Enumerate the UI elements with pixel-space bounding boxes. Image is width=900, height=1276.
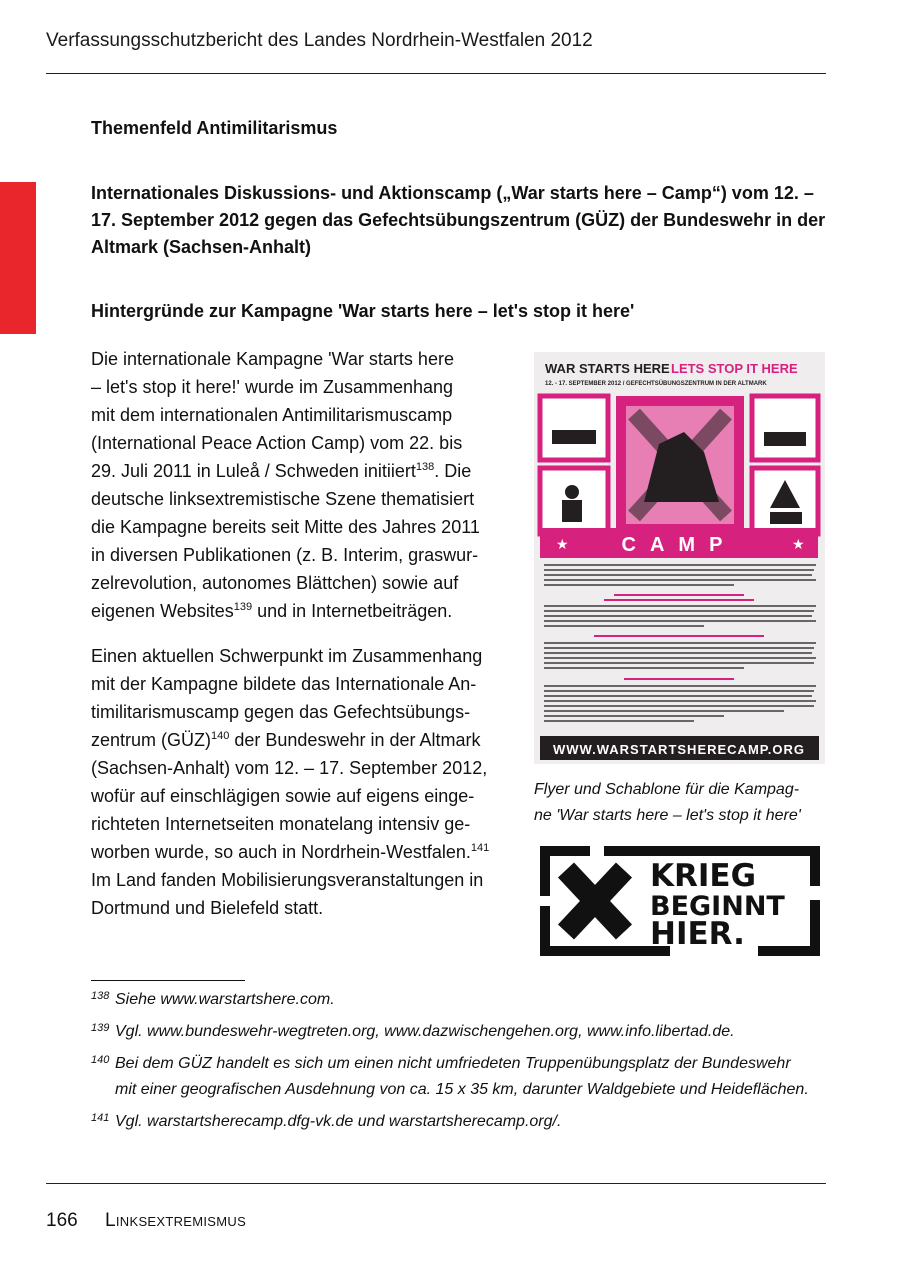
footnote-ref-139[interactable]: 139	[233, 601, 253, 613]
text-line: Im Land fanden Mobilisierungsveranstaltungen in	[91, 870, 484, 890]
text-run: zentrum (GÜZ)	[91, 730, 212, 750]
flyer-title-pink: LETS STOP IT HERE	[671, 361, 798, 376]
sub-heading: Hintergründe zur Kampagne 'War starts here – let's stop it here'	[91, 301, 635, 321]
footnote-140	[91, 1051, 811, 1103]
text-line: deutsche linksextremistische Szene thematisiert	[91, 489, 475, 509]
text-line: wofür auf einschlägigen sowie auf eigens einge-	[91, 786, 475, 806]
flyer-subtitle: 12. - 17. SEPTEMBER 2012 / GEFECHTSÜBUNGSZENTRUM IN DER ALTMARK	[545, 381, 767, 387]
footnote-text: Bei dem GÜZ handelt es sich um einen nicht umfriedeten Truppenübungsplatz der Bundeswehr mit einer geografischen Ausdehnung von ca. 15 x 35 km, darunter Waldgebiete und Heideflächen.	[115, 1055, 809, 1098]
text-run: worben wurde, so auch in Nordrhein-Westfalen.	[91, 842, 471, 862]
worker-icon	[565, 485, 579, 499]
text-line: Einen aktuellen Schwerpunkt im Zusammenhang	[91, 646, 483, 666]
figure-caption	[534, 777, 834, 829]
caravan-icon	[770, 512, 802, 524]
footnote-text: Vgl. www.bundeswehr-wegtreten.org, www.dazwischengehen.org, www.info.libertad.de.	[115, 1023, 735, 1040]
text-line	[91, 726, 521, 754]
flyer-icon-box-fence	[540, 396, 608, 460]
text-run: . Die	[434, 461, 472, 481]
footnote-138	[91, 987, 811, 1013]
text-line: in diversen Publikationen (z. B. Interim, graswur-	[91, 545, 479, 565]
text-line: – let's stop it here!' wurde im Zusammenhang	[91, 377, 454, 397]
header-rule	[46, 73, 826, 74]
tank-icon	[764, 432, 806, 446]
footer-rule	[46, 1183, 826, 1184]
text-run: und in Internetbeiträgen.	[252, 601, 453, 621]
footnote-ref-141[interactable]: 141	[470, 842, 490, 854]
footnote-number: 141	[91, 1112, 110, 1124]
campaign-flyer-image	[534, 352, 825, 764]
topic-heading: Themenfeld Antimilitarismus	[91, 118, 338, 138]
text-line: richteten Internetseiten monatelang intensiv ge-	[91, 814, 471, 834]
flyer-camp-text: CAMP	[621, 534, 737, 556]
footnote-separator	[91, 980, 245, 981]
paragraph-1	[91, 345, 521, 625]
stencil-line-1: KRIEG	[650, 858, 757, 894]
footnote-139	[91, 1019, 811, 1045]
flyer-icon-box-tank	[752, 396, 818, 460]
footnote-text: Siehe www.warstartshere.com.	[115, 991, 335, 1008]
page-number: 166	[46, 1210, 78, 1231]
caption-line: Flyer und Schablone für die Kampag-	[534, 781, 800, 798]
text-run: 29. Juli 2011 in Luleå / Schweden initiiert	[91, 461, 416, 481]
stencil-line-3: HIER.	[650, 916, 745, 952]
caption-line: ne 'War starts here – let's stop it here'	[534, 807, 801, 824]
text-line	[91, 597, 521, 625]
stencil-image	[538, 844, 823, 958]
paragraph-2	[91, 642, 521, 922]
section-marker	[0, 182, 36, 334]
text-line: zelrevolution, autonomes Blättchen) sowie auf	[91, 573, 459, 593]
footnotes	[91, 987, 811, 1141]
footnote-ref-140[interactable]: 140	[211, 730, 230, 742]
text-line: mit dem internationalen Antimilitarismuscamp	[91, 405, 453, 425]
footnote-text: Vgl. warstartsherecamp.dfg-vk.de und warstartsherecamp.org/.	[115, 1113, 562, 1130]
text-run: der Bundeswehr in der Altmark	[229, 730, 481, 750]
flyer-title-black: WAR STARTS HERE	[545, 361, 670, 376]
star-icon: ★	[792, 536, 805, 552]
worker-body-icon	[562, 500, 582, 522]
text-run: eigenen Websites	[91, 601, 234, 621]
flyer-url: WWW.WARSTARTSHERECAMP.ORG	[552, 742, 806, 757]
text-line	[91, 838, 521, 866]
fence-icon	[552, 430, 596, 444]
footnote-number: 138	[91, 990, 110, 1002]
footnote-ref-138[interactable]: 138	[415, 461, 435, 473]
text-line: die Kampagne bereits seit Mitte des Jahres 2011	[91, 517, 480, 537]
flyer-graphic	[534, 352, 825, 764]
stencil-line-2: BEGINNT	[650, 891, 785, 922]
section-name: Linksextremismus	[105, 1210, 247, 1231]
text-line: (International Peace Action Camp) vom 22. bis	[91, 433, 463, 453]
text-line: timilitarismuscamp gegen das Gefechtsübungs-	[91, 702, 471, 722]
text-line: Die internationale Kampagne 'War starts here	[91, 349, 454, 369]
star-icon: ★	[556, 536, 569, 552]
text-line	[91, 457, 521, 485]
text-line: Dortmund und Bielefeld statt.	[91, 898, 324, 918]
footnote-141	[91, 1109, 811, 1135]
stencil-graphic	[538, 844, 823, 958]
running-header: Verfassungsschutzbericht des Landes Nordrhein-Westfalen 2012	[46, 30, 593, 51]
main-heading: Internationales Diskussions- und Aktionscamp („War starts here – Camp“) vom 12. – 17. September 2012 gegen das Gefechtsübungszentrum (GÜZ) der Bundeswehr in der Altmark (Sachsen-Anhalt)	[91, 183, 826, 257]
text-line: (Sachsen-Anhalt) vom 12. – 17. September 2012,	[91, 758, 488, 778]
text-line: mit der Kampagne bildete das Internationale An-	[91, 674, 477, 694]
footnote-number: 140	[91, 1054, 110, 1066]
footnote-number: 139	[91, 1022, 110, 1034]
x-cross-icon	[566, 870, 624, 932]
